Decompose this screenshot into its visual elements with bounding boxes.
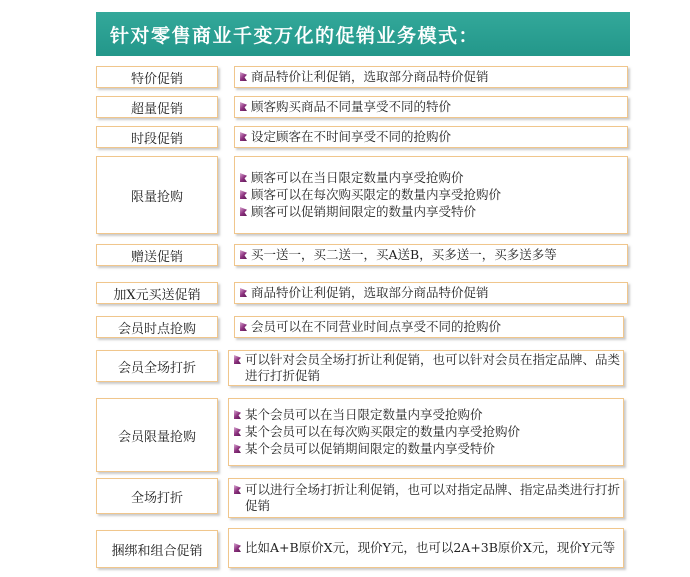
purple-flag-bullet-icon [240,102,247,111]
description-text: 商品特价让利促销，选取部分商品特价促销 [251,69,489,84]
promotion-type-label: 会员限量抢购 [96,398,218,472]
promotion-description [228,478,624,518]
purple-flag-bullet-icon [240,72,247,81]
purple-flag-bullet-icon [240,250,247,259]
purple-flag-bullet-icon [240,288,247,297]
promotion-type-label: 时段促销 [96,126,218,148]
promotion-description [234,316,624,338]
purple-flag-bullet-icon [240,132,247,141]
page-title: 针对零售商业千变万化的促销业务模式： [110,25,480,47]
description-text: 某个会员可以在当日限定数量内享受抢购价 [245,407,483,422]
description-line [240,247,627,263]
purple-flag-bullet-icon [240,207,247,216]
description-text: 某个会员可以在每次购买限定的数量内享受抢购价 [245,424,521,439]
description-text: 某个会员可以促销期间限定的数量内享受特价 [245,441,496,456]
promotion-type-label: 会员全场打折 [96,350,218,382]
title-banner [96,12,630,56]
description-text: 顾客可以在每次购买限定的数量内享受抢购价 [251,187,502,202]
promotion-type-label: 全场打折 [96,478,218,514]
purple-flag-bullet-icon [234,543,241,552]
description-text: 商品特价让利促销，选取部分商品特价促销 [251,285,489,300]
promotion-description [234,66,628,88]
description-text: 可以进行全场打折让利促销，也可以对指定品牌、指定品类进行打折促销 [245,482,621,513]
description-line [240,319,623,335]
description-text: 顾客可以促销期间限定的数量内享受特价 [251,204,477,219]
description-line [234,407,623,423]
description-line [240,69,627,85]
promotion-type-label: 加X元买送促销 [96,282,218,304]
description-line [240,170,627,186]
description-text: 会员可以在不同营业时间点享受不同的抢购价 [251,319,502,334]
purple-flag-bullet-icon [240,173,247,182]
purple-flag-bullet-icon [234,444,241,453]
description-line [240,129,627,145]
description-line [234,482,623,514]
promotion-description [228,528,624,568]
description-line [234,424,623,440]
promotion-description [234,244,628,266]
description-text: 顾客购买商品不同量享受不同的特价 [251,99,452,114]
promotion-type-label: 特价促销 [96,66,218,88]
description-line [240,285,627,301]
description-line [234,441,623,457]
promotion-description [234,126,628,148]
description-line [234,352,623,384]
promotion-type-label: 超量促销 [96,96,218,118]
promotion-description [234,156,628,234]
description-text: 顾客可以在当日限定数量内享受抢购价 [251,170,464,185]
description-line [234,540,623,556]
promotion-description [234,282,628,304]
purple-flag-bullet-icon [240,322,247,331]
description-text: 设定顾客在不时间享受不同的抢购价 [251,129,452,144]
purple-flag-bullet-icon [234,427,241,436]
promotion-type-label: 会员时点抢购 [96,316,218,338]
purple-flag-bullet-icon [240,190,247,199]
promotion-description [228,398,624,466]
description-line [240,99,627,115]
description-text: 买一送一，买二送一，买A送B，买多送一，买多送多等 [251,247,557,262]
description-line [240,187,627,203]
promotion-description [234,96,628,118]
purple-flag-bullet-icon [234,485,241,494]
description-text: 比如A+B原价X元，现价Y元，也可以2A+3B原价X元，现价Y元等 [245,540,616,555]
purple-flag-bullet-icon [234,410,241,419]
promotion-type-label: 赠送促销 [96,244,218,266]
promotion-type-label: 限量抢购 [96,156,218,234]
description-line [240,204,627,220]
promotion-description [228,350,624,386]
promotion-type-label: 捆绑和组合促销 [96,530,218,568]
purple-flag-bullet-icon [234,355,241,364]
description-text: 可以针对会员全场打折让利促销，也可以针对会员在指定品牌、品类进行打折促销 [245,352,621,383]
